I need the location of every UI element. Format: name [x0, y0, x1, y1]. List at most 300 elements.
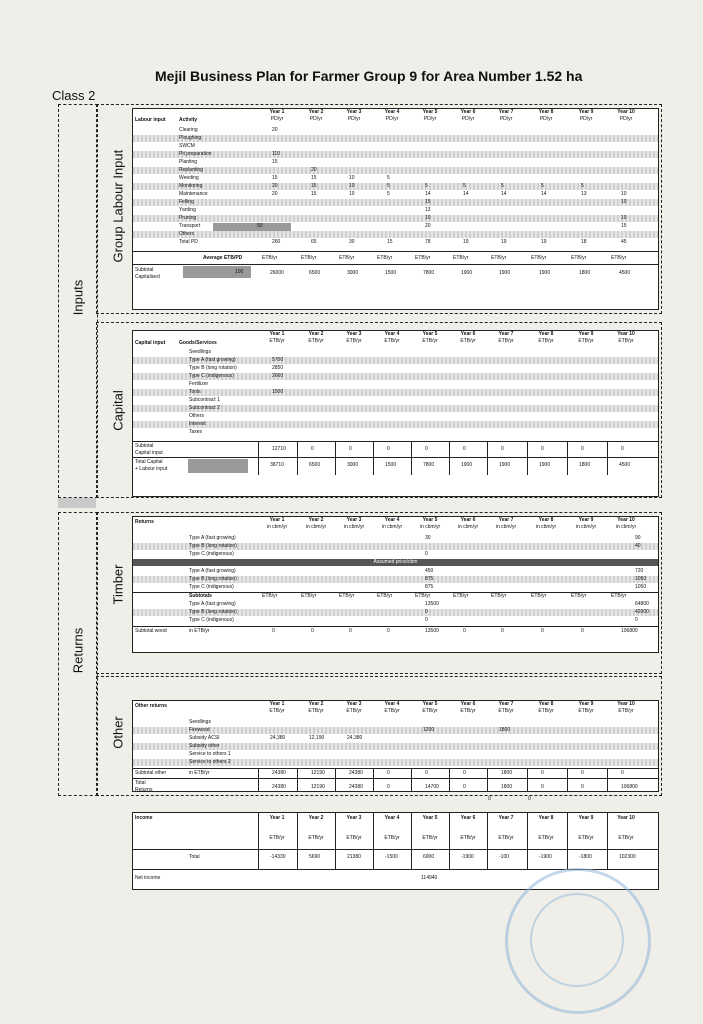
capital-row: [133, 389, 658, 396]
labour-activity: Others: [179, 231, 195, 237]
capital-divider: [133, 457, 658, 458]
income-total: 5690: [309, 854, 321, 860]
capital-row: [133, 421, 658, 428]
labour-value: 14: [425, 191, 431, 197]
capital-total: 1800: [579, 462, 591, 468]
other-subtotal: 12190: [311, 770, 325, 776]
other-total-label: Total: [135, 780, 146, 786]
other-subtotal: 24380: [272, 770, 286, 776]
labour-value: 10: [349, 175, 355, 181]
income-unit-2: ETB/yr: [308, 835, 324, 841]
capital-subtotal: 0: [501, 446, 504, 452]
income-total: -1900: [539, 854, 552, 860]
labour-head-left: Labour input: [135, 117, 166, 123]
timber-volume-year10: 40: [635, 543, 641, 549]
col-divider: [567, 813, 568, 869]
labour-value: 19: [501, 239, 507, 245]
income-unit-10: ETB/yr: [618, 835, 634, 841]
timber-unit-2: in cbm/yr: [305, 524, 327, 530]
labour-activity: Monitoring: [179, 183, 203, 189]
subtotal-wood: 0: [311, 628, 314, 634]
avg-unit: ETB/yr: [301, 255, 317, 261]
col-divider: [487, 813, 488, 869]
labour-year-3: Year 3: [346, 109, 362, 115]
labour-value: 10: [425, 215, 431, 221]
other-total: 0: [541, 784, 544, 790]
timber-sub-unit: ETB/yr: [339, 593, 355, 599]
timber-year-10: Year 10: [617, 517, 635, 523]
other-unit-9: ETB/yr: [578, 708, 594, 714]
other-year-6: Year 6: [460, 701, 476, 707]
other-unit-6: ETB/yr: [460, 708, 476, 714]
labour-row: [133, 127, 658, 134]
labour-value: 5: [425, 183, 428, 189]
income-divider: [133, 849, 658, 850]
labour-divider: [133, 251, 658, 252]
capital-unit-5: ETB/yr: [422, 338, 438, 344]
labour-value: 20: [272, 183, 278, 189]
other-item: Service to others 1: [189, 751, 231, 757]
capital-row: [133, 397, 658, 404]
labour-divider: [133, 264, 658, 265]
capital-value: 2850: [272, 365, 284, 371]
timber-year-8: Year 8: [538, 517, 554, 523]
timber-value-year5: 13500: [425, 601, 439, 607]
capital-row: [133, 365, 658, 372]
other-unit-2: ETB/yr: [308, 708, 324, 714]
timber-price-year10: 720: [635, 568, 644, 574]
col-divider: [297, 813, 298, 869]
col-divider: [411, 813, 412, 869]
labour-subtotal: 26000: [270, 270, 284, 276]
income-unit-4: ETB/yr: [384, 835, 400, 841]
capital-total: 7800: [423, 462, 435, 468]
timber-value-year5: 0: [425, 617, 428, 623]
labour-value: 10: [621, 215, 627, 221]
timber-sub-unit: ETB/yr: [301, 593, 317, 599]
timber-unit-7: in cbm/yr: [495, 524, 517, 530]
group-labour-label: Group Labour Input: [110, 149, 126, 263]
labour-value: 15: [272, 159, 278, 165]
capital-subtotal: 0: [581, 446, 584, 452]
subtotal-wood: 0: [463, 628, 466, 634]
labour-head-activity: Activity: [179, 117, 198, 123]
labour-value: 10: [349, 191, 355, 197]
income-year-5: Year 5: [422, 815, 438, 821]
other-row: [133, 743, 658, 750]
other-value: 1800: [499, 727, 511, 733]
other-total: 0: [387, 784, 390, 790]
col-divider: [567, 768, 568, 791]
other-item: Seedlings: [189, 719, 211, 725]
other-unit-10: ETB/yr: [618, 708, 634, 714]
other-divider: [133, 778, 658, 779]
capital-item: Seedlings: [189, 349, 211, 355]
labour-row: [133, 135, 658, 142]
capital-row: [133, 413, 658, 420]
capital-unit-9: ETB/yr: [578, 338, 594, 344]
timber-unit-4: in cbm/yr: [381, 524, 403, 530]
col-divider: [258, 813, 259, 869]
other-row: [133, 727, 658, 734]
capital-item: Fertilizer: [189, 381, 209, 387]
timber-unit-5: in cbm/yr: [419, 524, 441, 530]
timber-volume-year5: 30: [425, 535, 431, 541]
other-value: 24,380: [347, 735, 363, 741]
other-unit-3: ETB/yr: [346, 708, 362, 714]
col-divider: [297, 441, 298, 475]
labour-row: [133, 207, 658, 214]
capital-subtotal: 0: [541, 446, 544, 452]
labour-activity: Clearing: [179, 127, 198, 133]
labour-value: 65: [311, 239, 317, 245]
timber-volume-row: [133, 535, 658, 542]
income-total: -1500: [385, 854, 398, 860]
other-row: [133, 751, 658, 758]
labour-unit-3: PD/yr: [347, 116, 361, 122]
labour-row: [133, 231, 658, 238]
capital-item: Type A (fast growing): [189, 357, 236, 363]
col-divider: [373, 768, 374, 791]
avg-value: 100: [235, 269, 244, 275]
capital-value: 5700: [272, 357, 284, 363]
other-unit-1: ETB/yr: [269, 708, 285, 714]
capital-subtotal: 0: [621, 446, 624, 452]
subtotal-wood: 106800: [621, 628, 638, 634]
labour-subtotal: 1900: [539, 270, 551, 276]
labour-value: 5: [387, 183, 390, 189]
labour-value: 5: [501, 183, 504, 189]
col-divider: [487, 441, 488, 475]
labour-unit-5: PD/yr: [423, 116, 437, 122]
labour-value: 20: [272, 191, 278, 197]
timber-price-year10: 1050: [635, 584, 647, 590]
timber-year-1: Year 1: [269, 517, 285, 523]
timber-unit-8: in cbm/yr: [535, 524, 557, 530]
capital-item: Type C (indigenous): [189, 373, 234, 379]
labour-year-4: Year 4: [384, 109, 400, 115]
other-year-8: Year 8: [538, 701, 554, 707]
labour-value: 18: [581, 239, 587, 245]
capital-row: [133, 381, 658, 388]
capital-subtotal: 0: [463, 446, 466, 452]
col-divider: [411, 768, 412, 791]
capital-unit-3: ETB/yr: [346, 338, 362, 344]
timber-subtotals-label: Subtotals: [189, 593, 212, 599]
labour-value: 10: [621, 199, 627, 205]
capital-subtotal: 0: [387, 446, 390, 452]
other-year-5: Year 5: [422, 701, 438, 707]
income-total: -1800: [579, 854, 592, 860]
timber-price-year5: 450: [425, 568, 434, 574]
timber-sub-unit: ETB/yr: [571, 593, 587, 599]
other-year-10: Year 10: [617, 701, 635, 707]
capital-year-2: Year 2: [308, 331, 324, 337]
other-item: Subsidy other: [189, 743, 220, 749]
labour-value: 78: [425, 239, 431, 245]
income-total: -100: [499, 854, 510, 860]
subtotal-wood: 0: [349, 628, 352, 634]
other-total: 0: [463, 784, 466, 790]
labour-value: 5: [387, 175, 390, 181]
labour-value: 20: [272, 127, 278, 133]
labour-activity: Planting: [179, 159, 198, 165]
timber-sub-unit: ETB/yr: [377, 593, 393, 599]
labour-year-7: Year 7: [498, 109, 514, 115]
other-subtotal: 0: [581, 770, 584, 776]
labour-value: 15: [311, 175, 317, 181]
other-subtotal: 0: [425, 770, 428, 776]
labour-subtotal: 1800: [579, 270, 591, 276]
capital-item: Subcontract 2: [189, 405, 220, 411]
other-year-9: Year 9: [578, 701, 594, 707]
timber-value-year10: 64800: [635, 601, 649, 607]
capital-unit-10: ETB/yr: [618, 338, 634, 344]
timber-sub-unit: ETB/yr: [491, 593, 507, 599]
other-head: Other returns: [135, 703, 167, 709]
labour-value: 14: [541, 191, 547, 197]
capital-value: 1500: [272, 389, 284, 395]
other-subtotal: 0: [541, 770, 544, 776]
labour-subtotal: 1500: [385, 270, 397, 276]
other-value: 1200: [423, 727, 435, 733]
labour-value: 15: [621, 223, 627, 229]
labour-value: 15: [272, 175, 278, 181]
capital-item: Type B (long rotation): [189, 365, 237, 371]
capital-year-7: Year 7: [498, 331, 514, 337]
timber-sub-unit: ETB/yr: [262, 593, 278, 599]
capital-total-label2: + Labour input: [135, 466, 168, 472]
capital-year-1: Year 1: [269, 331, 285, 337]
avg-unit: ETB/yr: [339, 255, 355, 261]
subtotal-wood-label: Subtotal wood: [135, 628, 167, 634]
labour-value: 45: [621, 239, 627, 245]
labour-year-5: Year 5: [422, 109, 438, 115]
labour-value: 13: [581, 191, 587, 197]
subtotal-wood: 0: [581, 628, 584, 634]
capital-row: [133, 349, 658, 356]
timber-sub-unit: ETB/yr: [611, 593, 627, 599]
labour-activity: Transport: [179, 223, 201, 229]
labour-year-2: Year 2: [308, 109, 324, 115]
col-divider: [527, 813, 528, 869]
income-year-8: Year 8: [538, 815, 554, 821]
capital-year-3: Year 3: [346, 331, 362, 337]
labour-value: 15: [387, 239, 393, 245]
labour-activity: Ploughing: [179, 135, 202, 141]
timber-price-year5: 875: [425, 576, 434, 582]
capital-subtotal: 0: [311, 446, 314, 452]
price-bar: Assumed price/cbm: [133, 559, 658, 566]
income-total: -14330: [270, 854, 286, 860]
other-unit-8: ETB/yr: [538, 708, 554, 714]
other-item: Firewood: [189, 727, 210, 733]
timber-volume-year5: 0: [425, 551, 428, 557]
labour-unit-8: PD/yr: [539, 116, 553, 122]
labour-row: [133, 167, 658, 174]
other-row: [133, 759, 658, 766]
other-total: 106800: [621, 784, 638, 790]
labour-unit-7: PD/yr: [499, 116, 513, 122]
timber-value-year5: 0: [425, 609, 428, 615]
timber-year-3: Year 3: [346, 517, 362, 523]
capital-row: [133, 357, 658, 364]
capital-value: 2660: [272, 373, 284, 379]
capital-item: Taxes: [189, 429, 203, 435]
capital-subtotal-label2: Capital input: [135, 450, 163, 456]
col-divider: [527, 441, 528, 475]
separator-block: [58, 498, 96, 508]
labour-value: 14: [501, 191, 507, 197]
income-unit-3: ETB/yr: [346, 835, 362, 841]
capital-total: 6500: [309, 462, 321, 468]
income-year-1: Year 1: [269, 815, 285, 821]
other-subtotal-unit: in ETB/yr: [189, 770, 210, 776]
avg-unit: ETB/yr: [262, 255, 278, 261]
labour-year-10: Year 10: [617, 109, 635, 115]
labour-activity: Pit preparation: [179, 151, 212, 157]
labour-value: 5: [581, 183, 584, 189]
subtotal-wood-unit: in ETB/yr: [189, 628, 210, 634]
labour-activity: Pruning: [179, 215, 197, 221]
labour-row: [133, 183, 658, 190]
labour-value: 15: [425, 199, 431, 205]
col-divider: [373, 441, 374, 475]
capital-total: 38710: [270, 462, 284, 468]
timber-sub-unit: ETB/yr: [531, 593, 547, 599]
labour-capitalised-label: Capitalised: [135, 274, 160, 280]
income-year-2: Year 2: [308, 815, 324, 821]
income-year-7: Year 7: [498, 815, 514, 821]
col-divider: [373, 813, 374, 869]
labour-row: [133, 175, 658, 182]
labour-unit-9: PD/yr: [579, 116, 593, 122]
col-divider: [258, 768, 259, 791]
capital-head-goods: Goods/Services: [179, 340, 217, 346]
timber-value-type: Type C (indigenous): [189, 617, 234, 623]
other-value: 24,380: [270, 735, 286, 741]
labour-value: 13: [425, 207, 431, 213]
income-total: 6900: [423, 854, 435, 860]
capital-total: 1900: [461, 462, 473, 468]
avg-etb-label: Average ETB/PD: [203, 255, 243, 261]
subtotal-wood: 13500: [425, 628, 439, 634]
timber-unit-9: in cbm/yr: [575, 524, 597, 530]
labour-subtotal: 1900: [461, 270, 473, 276]
other-label: Other: [110, 716, 126, 749]
labour-subtotal: 7800: [423, 270, 435, 276]
capital-subtotal: 0: [349, 446, 352, 452]
other-subtotal: 0: [387, 770, 390, 776]
col-divider: [527, 768, 528, 791]
labour-value: 110: [272, 151, 280, 157]
capital-total: 4500: [619, 462, 631, 468]
labour-activity: Replanting: [179, 167, 203, 173]
avg-unit: ETB/yr: [377, 255, 393, 261]
timber-price-type: Type A (fast growing): [189, 568, 236, 574]
capital-subtotal: 12710: [272, 446, 286, 452]
timber-year-7: Year 7: [498, 517, 514, 523]
other-item: Subsidy ACSI: [189, 735, 220, 741]
capital-total: 1900: [499, 462, 511, 468]
other-year-4: Year 4: [384, 701, 400, 707]
timber-price-year10: 1050: [635, 576, 647, 582]
capital-subtotal-label: Subtotal: [135, 443, 154, 449]
timber-volume-type: Type B (long rotation): [189, 543, 237, 549]
labour-value: 5: [541, 183, 544, 189]
subtotal-wood: 0: [387, 628, 390, 634]
timber-year-9: Year 9: [578, 517, 594, 523]
net-income-label: Net income: [135, 875, 161, 881]
timber-sub-unit: ETB/yr: [453, 593, 469, 599]
labour-row: [133, 223, 658, 230]
income-year-6: Year 6: [460, 815, 476, 821]
capital-unit-1: ETB/yr: [269, 338, 285, 344]
timber-unit-3: in cbm/yr: [343, 524, 365, 530]
timber-value-row: [133, 601, 658, 608]
labour-value: 14: [463, 191, 469, 197]
labour-activity: Total PD: [179, 239, 198, 245]
labour-unit-6: PD/yr: [461, 116, 475, 122]
timber-price-type: Type B (long rotation): [189, 576, 237, 582]
timber-volume-type: Type A (fast growing): [189, 535, 236, 541]
capital-item: Tools: [189, 389, 201, 395]
transport-box-value: 50: [257, 223, 263, 229]
capital-table: [132, 330, 659, 497]
official-stamp-inner: [530, 893, 624, 987]
subtotal-wood: 0: [272, 628, 275, 634]
avg-gray-box: [183, 266, 251, 278]
other-unit-4: ETB/yr: [384, 708, 400, 714]
labour-year-8: Year 8: [538, 109, 554, 115]
col-divider: [607, 768, 608, 791]
income-total-label: Total: [189, 854, 200, 860]
other-subtotal: 0: [621, 770, 624, 776]
labour-row: [133, 199, 658, 206]
income-year-9: Year 9: [578, 815, 594, 821]
labour-value: 5: [387, 191, 390, 197]
timber-price-row: [133, 584, 658, 591]
other-year-3: Year 3: [346, 701, 362, 707]
labour-row: [133, 159, 658, 166]
col-divider: [449, 441, 450, 475]
other-row: [133, 735, 658, 742]
timber-volume-type: Type C (indigenous): [189, 551, 234, 557]
labour-unit-1: PD/yr: [270, 116, 284, 122]
below-zero-a: 0: [488, 796, 491, 802]
timber-table: [132, 516, 659, 653]
other-subtotal: 1800: [501, 770, 513, 776]
capital-total: 3000: [347, 462, 359, 468]
other-total: 24380: [349, 784, 363, 790]
income-unit-5: ETB/yr: [422, 835, 438, 841]
labour-subtotal-label: Subtotal: [135, 267, 154, 273]
other-total-label2: Returns: [135, 787, 153, 793]
avg-unit: ETB/yr: [531, 255, 547, 261]
labour-activity: Felling: [179, 199, 194, 205]
capital-item: Others: [189, 413, 205, 419]
timber-unit-10: in cbm/yr: [615, 524, 637, 530]
capital-subtotal: 0: [425, 446, 428, 452]
timber-year-6: Year 6: [460, 517, 476, 523]
other-total: 12190: [311, 784, 325, 790]
labour-value: 15: [311, 191, 317, 197]
income-unit-1: ETB/yr: [269, 835, 285, 841]
income-total: -1900: [461, 854, 474, 860]
timber-head: Returns: [135, 519, 154, 525]
labour-subtotal: 3000: [347, 270, 359, 276]
labour-value: 19: [541, 239, 547, 245]
